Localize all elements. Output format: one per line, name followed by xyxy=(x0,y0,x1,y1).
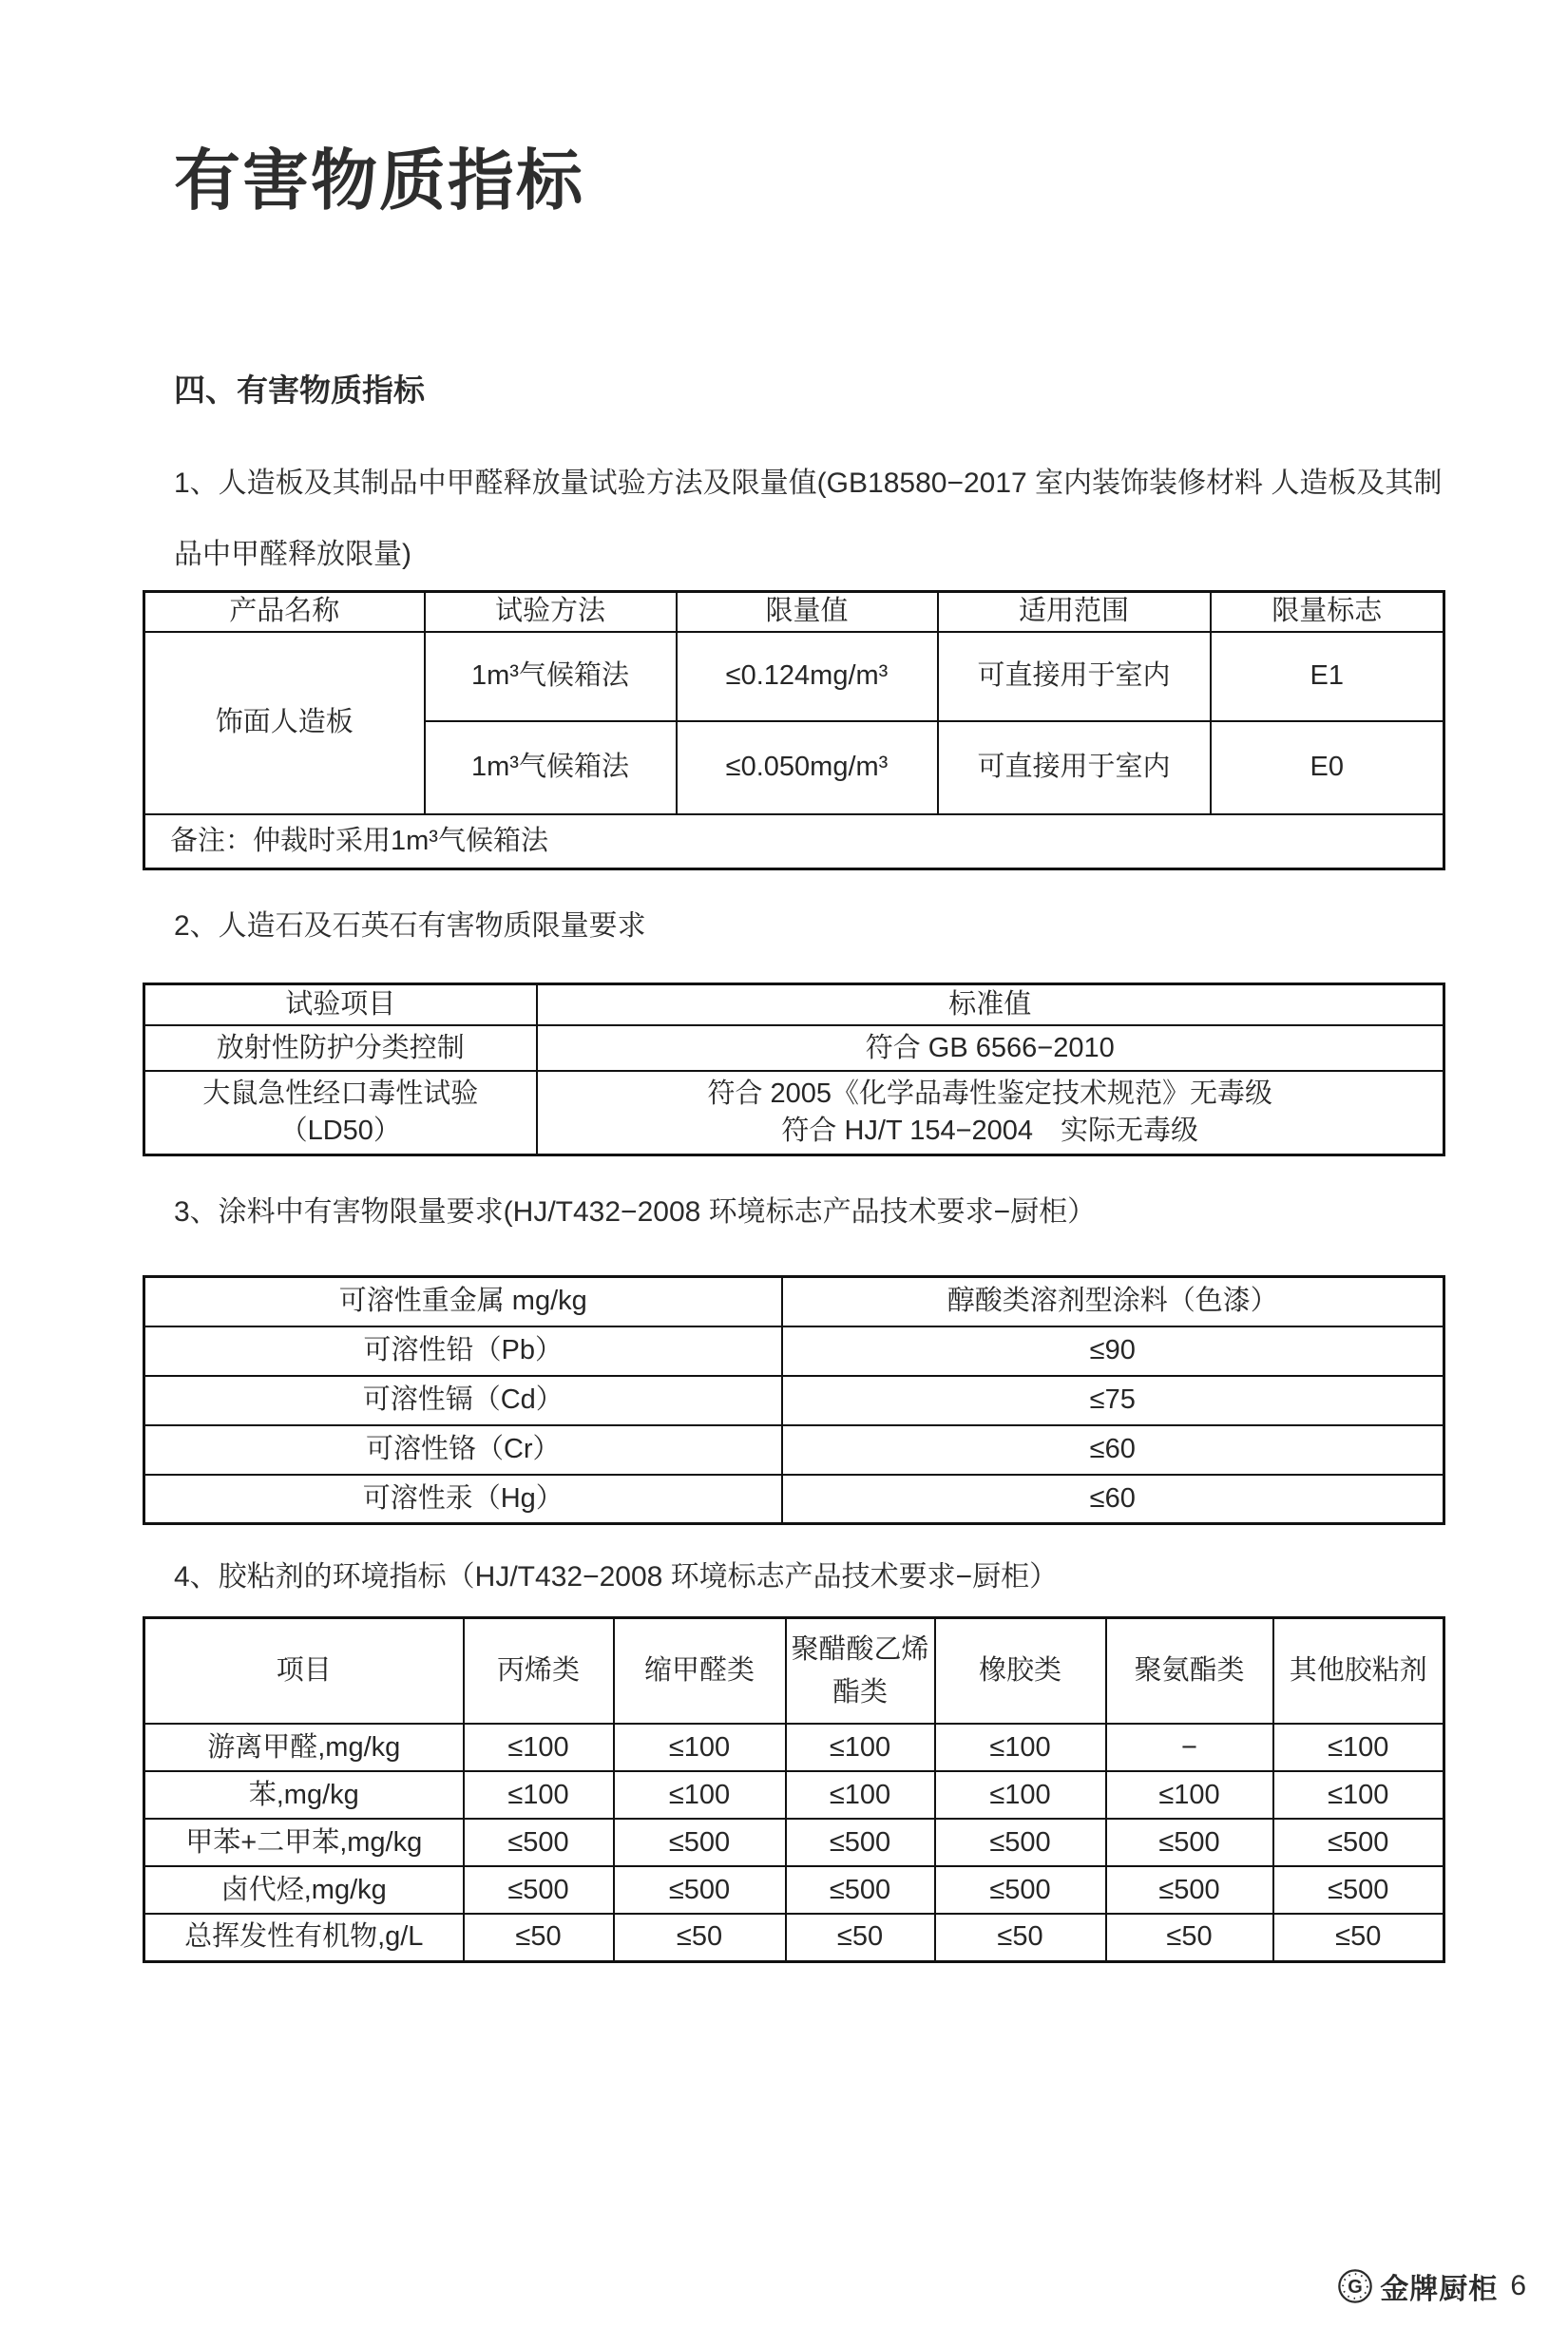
table-row xyxy=(144,1914,1444,1961)
cell-limit: ≤75 xyxy=(782,1376,1444,1425)
table-row xyxy=(144,1771,1444,1819)
cell-value: ≤500 xyxy=(464,1819,614,1866)
adhesive-section-heading: 4、胶粘剂的环境指标（HJ/T432−2008 环境标志产品技术要求−厨柜） xyxy=(174,1561,1059,1593)
table-row xyxy=(144,1475,1444,1524)
table-row xyxy=(144,1025,1444,1071)
brand-logo-icon xyxy=(1337,2268,1373,2304)
col-header-item: 项目 xyxy=(144,1617,464,1724)
panel-board-intro: 1、人造板及其制品中甲醛释放量试验方法及限量值(GB18580−2017 室内装饰装修材料 人造板及其制品中甲醛释放限量) xyxy=(174,468,1443,571)
col-header-limit-value: 限量值 xyxy=(677,592,938,632)
cell-value: ≤100 xyxy=(786,1724,935,1771)
cell-value: ≤100 xyxy=(1273,1771,1444,1819)
cell-limit: ≤90 xyxy=(782,1326,1444,1376)
cell-value: ≤500 xyxy=(614,1866,786,1914)
cell-value: ≤50 xyxy=(786,1914,935,1961)
cell-method: 1m³气候箱法 xyxy=(425,721,677,814)
cell-standard-value: 符合 GB 6566−2010 xyxy=(537,1025,1444,1071)
formaldehyde-limit-table xyxy=(143,590,1445,870)
cell-value: ≤100 xyxy=(1106,1771,1273,1819)
col-header-test-method: 试验方法 xyxy=(425,592,677,632)
cell-scope: 可直接用于室内 xyxy=(938,721,1211,814)
cell-value: ≤50 xyxy=(1106,1914,1273,1961)
cell-value: ≤100 xyxy=(464,1724,614,1771)
table-header-row xyxy=(144,983,1444,1025)
cell-mark: E1 xyxy=(1211,632,1444,721)
cell-item: 卤代烃,mg/kg xyxy=(144,1866,464,1914)
cell-test-item xyxy=(144,1071,537,1154)
cell-product-name: 饰面人造板 xyxy=(144,632,425,814)
cell-value: ≤100 xyxy=(614,1771,786,1819)
table-row xyxy=(144,1326,1444,1376)
cell-value: ≤100 xyxy=(1273,1724,1444,1771)
cell-value: ≤100 xyxy=(935,1771,1106,1819)
cell-metal: 可溶性汞（Hg） xyxy=(144,1475,782,1524)
col-header-soluble-metal: 可溶性重金属 mg/kg xyxy=(144,1277,782,1326)
cell-value: ≤100 xyxy=(464,1771,614,1819)
cell-item: 甲苯+二甲苯,mg/kg xyxy=(144,1819,464,1866)
cell-limit: ≤60 xyxy=(782,1425,1444,1475)
cell-metal: 可溶性铅（Pb） xyxy=(144,1326,782,1376)
cell-value: ≤50 xyxy=(614,1914,786,1961)
table-header-row xyxy=(144,1617,1444,1724)
cell-value: ≤50 xyxy=(1273,1914,1444,1961)
col-header-limit-mark: 限量标志 xyxy=(1211,592,1444,632)
coating-section-heading: 3、涂料中有害物限量要求(HJ/T432−2008 环境标志产品技术要求−厨柜） xyxy=(174,1195,1097,1228)
cell-scope: 可直接用于室内 xyxy=(938,632,1211,721)
cell-value: ≤500 xyxy=(935,1866,1106,1914)
col-header-acrylic: 丙烯类 xyxy=(464,1617,614,1724)
cell-standard-value xyxy=(537,1071,1444,1154)
table-row xyxy=(144,1866,1444,1914)
cell-value: ≤500 xyxy=(1273,1819,1444,1866)
cell-item: 苯,mg/kg xyxy=(144,1771,464,1819)
section-heading: 四、有害物质指标 xyxy=(174,372,425,408)
cell-test-item: 放射性防护分类控制 xyxy=(144,1025,537,1071)
stone-section-heading: 2、人造石及石英石有害物质限量要求 xyxy=(174,910,646,943)
coating-limit-table xyxy=(143,1275,1445,1525)
cell-value: − xyxy=(1106,1724,1273,1771)
cell-value: ≤500 xyxy=(464,1866,614,1914)
cell-value: ≤500 xyxy=(614,1819,786,1866)
col-header-test-item: 试验项目 xyxy=(144,983,537,1025)
col-header-other: 其他胶粘剂 xyxy=(1273,1617,1444,1724)
brand-logo-letter: G xyxy=(1348,2277,1364,2299)
table-row xyxy=(144,1724,1444,1771)
col-header-formal: 缩甲醛类 xyxy=(614,1617,786,1724)
cell-value: ≤500 xyxy=(1106,1866,1273,1914)
table-row xyxy=(144,1425,1444,1475)
table-row xyxy=(144,1819,1444,1866)
table-remark-row xyxy=(144,814,1444,869)
col-header-pva: 聚醋酸乙烯酯类 xyxy=(786,1617,935,1724)
cell-metal: 可溶性铬（Cr） xyxy=(144,1425,782,1475)
page-title: 有害物质指标 xyxy=(174,143,584,218)
cell-limit: ≤0.050mg/m³ xyxy=(677,721,938,814)
test-item-line2: （LD50） xyxy=(279,1116,401,1146)
cell-limit: ≤0.124mg/m³ xyxy=(677,632,938,721)
standard-value-line1: 符合 2005《化学品毒性鉴定技术规范》无毒级 xyxy=(707,1078,1273,1109)
document-body xyxy=(143,371,1443,1963)
col-header-product-name: 产品名称 xyxy=(144,592,425,632)
cell-value: ≤100 xyxy=(935,1724,1106,1771)
table-row xyxy=(144,1071,1444,1154)
table-row xyxy=(144,632,1444,721)
page-number: 6 xyxy=(1510,2270,1526,2301)
cell-value: ≤500 xyxy=(1106,1819,1273,1866)
adhesive-indicator-table xyxy=(143,1616,1445,1963)
cell-value: ≤100 xyxy=(786,1771,935,1819)
cell-value: ≤50 xyxy=(935,1914,1106,1961)
table-header-row xyxy=(144,592,1444,632)
cell-limit: ≤60 xyxy=(782,1475,1444,1524)
col-header-polyurethane: 聚氨酯类 xyxy=(1106,1617,1273,1724)
col-header-alkyd-paint: 醇酸类溶剂型涂料（色漆） xyxy=(782,1277,1444,1326)
col-header-standard-value: 标准值 xyxy=(537,983,1444,1025)
cell-value: ≤100 xyxy=(614,1724,786,1771)
cell-item: 游离甲醛,mg/kg xyxy=(144,1724,464,1771)
cell-value: ≤50 xyxy=(464,1914,614,1961)
remark-cell: 备注：仲裁时采用1m³气候箱法 xyxy=(144,814,1444,869)
cell-value: ≤500 xyxy=(935,1819,1106,1866)
cell-method: 1m³气候箱法 xyxy=(425,632,677,721)
brand-name: 金牌厨柜 xyxy=(1380,2274,1499,2305)
cell-metal: 可溶性镉（Cd） xyxy=(144,1376,782,1425)
page-footer xyxy=(1337,2265,1526,2307)
stone-limit-table xyxy=(143,983,1445,1156)
table-row xyxy=(144,1376,1444,1425)
col-header-rubber: 橡胶类 xyxy=(935,1617,1106,1724)
test-item-line1: 大鼠急性经口毒性试验 xyxy=(202,1078,479,1109)
cell-item: 总挥发性有机物,g/L xyxy=(144,1914,464,1961)
cell-mark: E0 xyxy=(1211,721,1444,814)
col-header-scope: 适用范围 xyxy=(938,592,1211,632)
standard-value-line2: 符合 HJ/T 154−2004 实际无毒级 xyxy=(781,1116,1199,1146)
cell-value: ≤500 xyxy=(786,1866,935,1914)
table-header-row xyxy=(144,1277,1444,1326)
cell-value: ≤500 xyxy=(786,1819,935,1866)
cell-value: ≤500 xyxy=(1273,1866,1444,1914)
